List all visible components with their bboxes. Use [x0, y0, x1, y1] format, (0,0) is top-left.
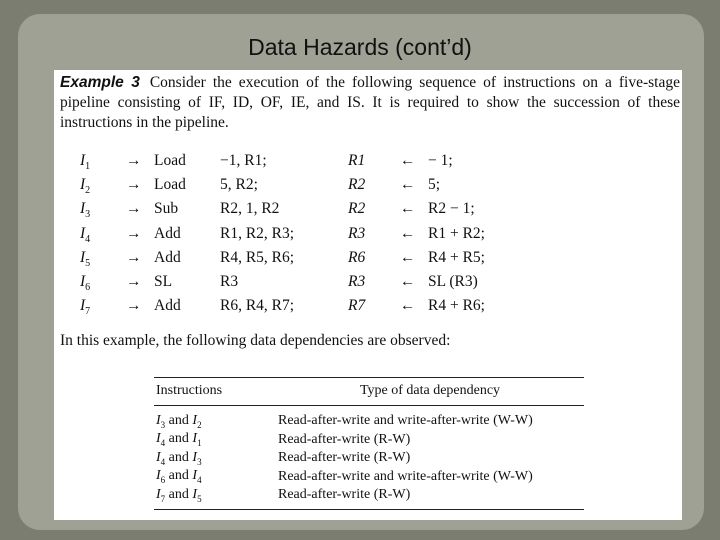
instruction-pair: $I_6$ and $I_4$	[156, 468, 202, 486]
instruction-index: 2	[85, 185, 91, 197]
example-statement	[60, 73, 680, 133]
arrow-left: ←	[400, 272, 416, 290]
expression: R1 + R2;	[428, 224, 485, 242]
destination-register: R2	[348, 200, 366, 218]
dependency-table-header	[154, 378, 584, 406]
arrow-left: ←	[400, 176, 416, 194]
operands: R1, R2, R3;	[220, 224, 295, 242]
instruction-pair: $I_3$ and $I_2$	[156, 412, 202, 430]
expression: R4 + R5;	[428, 248, 485, 266]
pair-second-index: 5	[197, 493, 202, 504]
opcode: SL	[154, 272, 173, 290]
instruction-index: 5	[85, 257, 91, 269]
arrow-right: →	[126, 176, 142, 194]
dependency-type: Read-after-write and write-after-write (W-W)	[278, 413, 533, 429]
table-row	[154, 468, 584, 487]
pair-and: and	[168, 468, 189, 484]
arrow-left: ←	[400, 200, 416, 218]
destination-register: R3	[348, 224, 366, 242]
pair-and: and	[168, 486, 189, 502]
destination-register: R6	[348, 248, 366, 266]
instruction-row	[80, 176, 640, 200]
arrow-right: →	[126, 248, 142, 266]
instruction-pair: $I_4$ and $I_3$	[156, 449, 202, 467]
instruction-id	[80, 152, 90, 172]
opcode: Add	[154, 297, 181, 315]
instruction-index: 6	[85, 282, 91, 294]
dependency-type: Read-after-write (R-W)	[278, 431, 411, 447]
instruction-pair: $I_7$ and $I_5$	[154, 486, 276, 509]
destination-register: R1	[348, 152, 366, 169]
table-row	[154, 486, 584, 509]
instruction-id	[80, 273, 90, 293]
instruction-row	[80, 200, 640, 224]
pair-second-index: 1	[197, 438, 202, 449]
destination-register: R3	[348, 272, 366, 290]
arrow-right: →	[126, 297, 142, 315]
pair-and: and	[168, 412, 189, 428]
pair-first-index: 4	[160, 438, 166, 449]
opcode: Add	[154, 248, 181, 266]
instruction-index: 7	[85, 306, 91, 318]
table-row	[154, 406, 584, 431]
arrow-right: →	[126, 272, 142, 290]
instruction-letter: I	[80, 297, 86, 315]
destination-register: R2	[348, 176, 366, 194]
arrow-left: ←	[400, 224, 416, 242]
instruction-index: 1	[85, 161, 91, 173]
arrow-left: ←	[400, 248, 416, 266]
instruction-index: 4	[85, 233, 91, 245]
instruction-list	[80, 152, 640, 321]
instruction-row	[80, 297, 640, 321]
dependency-table	[154, 377, 584, 510]
pair-first-index: 4	[160, 456, 166, 467]
operands: R2, 1, R2	[220, 200, 280, 218]
instruction-id	[80, 176, 90, 196]
instruction-letter: I	[80, 200, 86, 218]
pair-first-index: 7	[160, 493, 166, 504]
destination-register: R7	[348, 297, 366, 315]
instruction-letter: I	[80, 176, 86, 194]
document-scan	[54, 70, 682, 520]
arrow-right: →	[126, 200, 142, 218]
opcode: Load	[154, 152, 186, 169]
table-row	[154, 431, 584, 450]
instruction-id	[80, 225, 90, 245]
expression: − 1;	[428, 152, 453, 169]
instruction-pair: $I_4$ and $I_1$	[156, 431, 202, 449]
instruction-row	[80, 273, 640, 297]
table-row	[154, 449, 584, 468]
example-text: Consider the execution of the following sequence of instructions on a five-stage pipeline consisting of IF, ID, OF, IE, and IS. It is required to show the succession of these instructions in the pipeline.	[60, 74, 680, 131]
arrow-left: ←	[400, 297, 416, 315]
dependency-type: Read-after-write (R-W)	[278, 450, 411, 466]
header-type: Type of data dependency	[276, 378, 584, 406]
instruction-id	[80, 249, 90, 269]
instruction-row	[80, 249, 640, 273]
opcode: Load	[154, 176, 186, 194]
dependency-type: Read-after-write and write-after-write (W-W)	[278, 468, 533, 484]
instruction-letter: I	[80, 272, 86, 290]
opcode: Add	[154, 224, 181, 242]
example-label: Example 3	[60, 74, 140, 91]
instruction-row	[80, 152, 640, 176]
instruction-id	[80, 200, 90, 220]
header-instructions: Instructions	[154, 378, 276, 406]
expression: R2 − 1;	[428, 200, 475, 218]
instruction-letter: I	[80, 152, 86, 169]
instruction-id	[80, 297, 90, 317]
pair-and: and	[168, 449, 189, 465]
dependency-intro: In this example, the following data dependencies are observed:	[60, 332, 451, 349]
instruction-letter: I	[80, 224, 86, 242]
pair-and: and	[168, 431, 189, 447]
dependency-type: Read-after-write (R-W)	[276, 486, 584, 509]
pair-first-index: 3	[160, 419, 166, 430]
operands: 5, R2;	[220, 176, 258, 194]
pair-first-index: 6	[160, 475, 166, 486]
instruction-row	[80, 225, 640, 249]
instruction-letter: I	[80, 248, 86, 266]
operands: R4, R5, R6;	[220, 248, 295, 266]
arrow-right: →	[126, 224, 142, 242]
instruction-index: 3	[85, 209, 91, 221]
pair-second-index: 3	[197, 456, 202, 467]
arrow-left: ←	[400, 152, 416, 169]
expression: SL (R3)	[428, 272, 478, 290]
expression: R4 + R6;	[428, 297, 485, 315]
expression: 5;	[428, 176, 441, 194]
opcode: Sub	[154, 200, 179, 218]
operands: −1, R1;	[220, 152, 267, 169]
operands: R6, R4, R7;	[220, 297, 295, 315]
slide-title: Data Hazards (cont’d)	[248, 34, 472, 60]
arrow-right: →	[126, 152, 142, 169]
pair-second-index: 4	[197, 475, 202, 486]
operands: R3	[220, 272, 239, 290]
pair-second-index: 2	[197, 419, 202, 430]
